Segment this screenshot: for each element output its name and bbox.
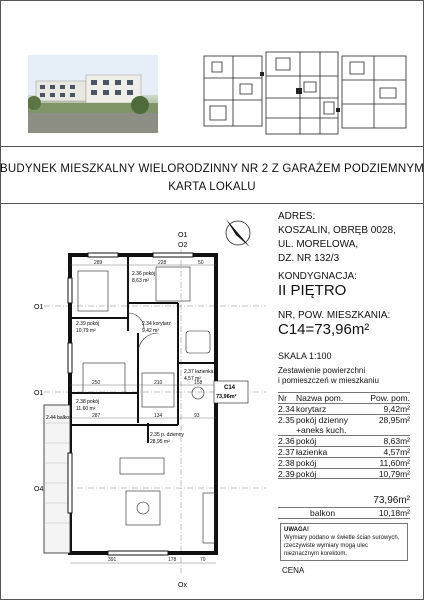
room-area-2-38: 11,60 m² (76, 406, 96, 412)
balcony-label: 2.44 balkon (46, 415, 72, 421)
unit-tag-area: 73,96m² (216, 394, 237, 400)
axis-label-left-1: O1 (34, 304, 44, 311)
room-label-2-36: 2.36 pokój (132, 271, 156, 277)
apartment-floor-plan (28, 213, 272, 591)
notes-box (280, 523, 408, 561)
unit-value: C14=73,96m² (278, 321, 370, 338)
building-render-image (28, 55, 158, 133)
dim-mid-3: 158 (194, 380, 203, 386)
level-label: KONDYGNACJA: (278, 271, 357, 282)
scale-label: SKALA 1:100 (278, 351, 332, 361)
dim-mid-2: 210 (154, 380, 163, 386)
table-row: 2.36 pokój 8,63m² (278, 436, 410, 446)
floor-key-plan (200, 48, 410, 138)
room-label-2-37: 2.37 łazienka (184, 369, 214, 375)
axis-label-left-3: O4 (34, 486, 44, 493)
dim-bottom-2: 178 (168, 557, 177, 563)
room-label-2-35: 2.35 p. dzienny (150, 432, 184, 438)
room-area-2-37: 4,57 m² (184, 376, 201, 382)
room-label-2-34: 2.34 korytarz (142, 321, 171, 327)
area-summary-table (278, 392, 410, 519)
document-title: BUDYNEK MIESZKALNY WIELORODZINNY NR 2 Z GARAŻEM PODZIEMNYM (0, 163, 424, 175)
notes-title: UWAGA! (284, 527, 309, 533)
summary-title-2: i pomieszczeń w mieszkaniu (278, 376, 379, 385)
dim-low-1: 287 (92, 413, 101, 419)
dim-bottom-1: 391 (108, 557, 117, 563)
address-line-3: DZ. NR 132/3 (278, 253, 340, 264)
notes-text: Wymiary podano w świetle ścian surowych, rzeczywiste wymiary mogą ulec nieznacznym korektom. (284, 535, 400, 557)
table-row: 2.35 pokój dzienny 28,95m² (278, 415, 410, 425)
unit-tag: C14 (224, 385, 236, 391)
dim-low-2: 134 (154, 413, 163, 419)
north-arrow-icon (226, 219, 250, 247)
dim-mid-1: 250 (92, 380, 101, 386)
table-row: 2.37 łazienka 4,57m² (278, 447, 410, 457)
dim-top-1: 289 (94, 260, 103, 266)
axis-label-top-2: O2 (178, 242, 188, 249)
table-row-continued: +aneks kuch. (296, 425, 347, 435)
summary-title-1: Zestawienie powierzchni (278, 366, 366, 375)
dim-low-3: 93 (194, 413, 200, 419)
table-row: 2.38 pokój 11,60m² (278, 458, 410, 468)
dim-top-3: 50 (198, 260, 204, 266)
dim-top-2: 228 (158, 260, 167, 266)
room-label-2-38: 2.38 pokój (76, 399, 100, 405)
document-subtitle: KARTA LOKALU (168, 181, 256, 193)
address-label: ADRES: (278, 211, 316, 222)
room-area-2-34: 9,42 m² (142, 328, 159, 334)
room-label-2-39: 2.39 pokój (76, 321, 100, 327)
unit-label: NR, POW. MIESZKANIA: (278, 310, 391, 321)
room-area-2-36: 8,63 m² (132, 278, 149, 284)
table-header: Nr Nazwa pom. Pow. pom. (278, 393, 410, 403)
axis-label-left-2: O1 (34, 390, 44, 397)
address-line-1: KOSZALIN, OBRĘB 0028, (278, 225, 396, 236)
address-line-2: UL. MORELOWA, (278, 239, 359, 250)
table-row: 2.34 korytarz 9,42m² (278, 404, 410, 414)
price-label: CENA (282, 566, 305, 575)
table-row: 2.39 pokój 10,79m² (278, 468, 410, 479)
dim-bottom-3: 70 (200, 557, 206, 563)
axis-label-top: O1 (178, 232, 188, 239)
balcony-row: balkon 10,18m² (278, 507, 410, 519)
level-value: II PIĘTRO (278, 282, 347, 299)
room-area-2-35: 28,95 m² (150, 439, 170, 445)
total-area-row: 73,96m² (373, 494, 410, 506)
room-area-2-39: 10,79 m² (76, 328, 96, 334)
axis-label-bottom: Ox (178, 582, 187, 589)
